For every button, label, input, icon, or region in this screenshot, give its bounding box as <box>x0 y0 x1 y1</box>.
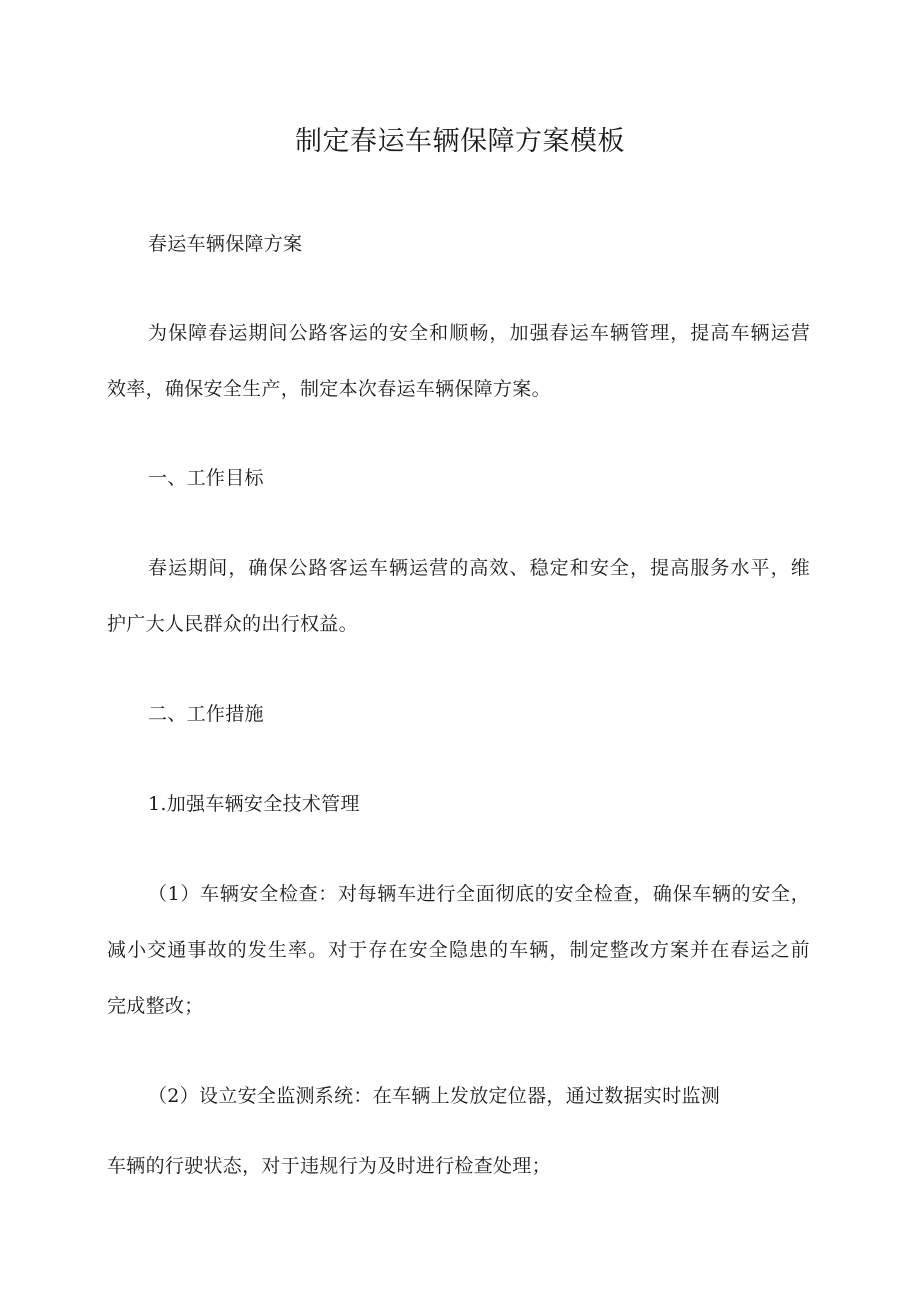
section-heading-goals: 一、工作目标 <box>148 467 264 489</box>
measure-paragraph-line: 减小交通事故的发生率。对于存在安全隐患的车辆，制定整改方案并在春运之前 <box>107 939 810 961</box>
document-subtitle: 春运车辆保障方案 <box>148 233 303 255</box>
measure-paragraph-line: 完成整改； <box>107 995 204 1017</box>
measure-paragraph-line: 车辆的行驶状态，对于违规行为及时进行检查处理； <box>107 1155 551 1177</box>
intro-paragraph-line: 为保障春运期间公路客运的安全和顺畅，加强春运车辆管理，提高车辆运营 <box>148 322 810 344</box>
section-heading-measures: 二、工作措施 <box>148 703 264 725</box>
goals-paragraph-line: 护广大人民群众的出行权益。 <box>107 613 358 635</box>
measure-paragraph-line: （2）设立安全监测系统：在车辆上发放定位器，通过数据实时监测 <box>148 1085 721 1107</box>
goals-paragraph-line: 春运期间，确保公路客运车辆运营的高效、稳定和安全，提高服务水平，维 <box>148 557 810 579</box>
measure-paragraph-line: （1）车辆安全检查：对每辆车进行全面彻底的安全检查，确保车辆的安全， <box>148 883 810 905</box>
document-title: 制定春运车辆保障方案模板 <box>295 126 625 157</box>
intro-paragraph-line: 效率，确保安全生产，制定本次春运车辆保障方案。 <box>107 378 551 400</box>
subsection-heading: 1.加强车辆安全技术管理 <box>148 793 360 815</box>
